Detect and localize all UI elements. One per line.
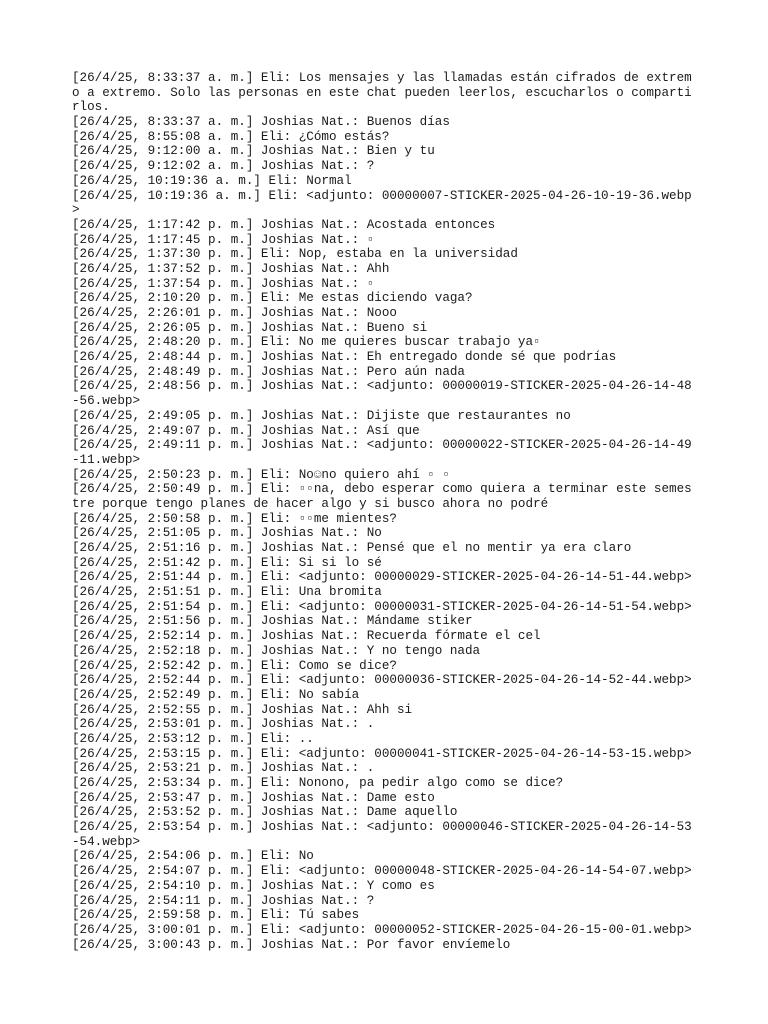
chat-message: [26/4/25, 1:37:30 p. m.] Eli: Nop, estaba en la universidad: [72, 247, 518, 262]
chat-message: [26/4/25, 2:52:44 p. m.] Eli: <adjunto: 00000036-STICKER-2025-04-26-14-52-44.webp>: [72, 673, 692, 688]
chat-message: [26/4/25, 2:53:12 p. m.] Eli: ..: [72, 731, 314, 746]
chat-message: [26/4/25, 2:50:23 p. m.] Eli: No☺no quiero ahí ▫ ▫: [72, 467, 450, 482]
chat-message: [26/4/25, 2:54:07 p. m.] Eli: <adjunto: 00000048-STICKER-2025-04-26-14-54-07.webp>: [72, 864, 692, 879]
chat-message: [26/4/25, 2:50:58 p. m.] Eli: ▫▫me mientes?: [72, 511, 397, 526]
chat-message: [26/4/25, 2:52:49 p. m.] Eli: No sabía: [72, 687, 360, 702]
chat-message: [26/4/25, 3:00:01 p. m.] Eli: <adjunto: 00000052-STICKER-2025-04-26-15-00-01.webp>: [72, 922, 692, 937]
chat-message: [26/4/25, 9:12:02 a. m.] Joshias Nat.: ?: [72, 159, 375, 174]
chat-message: [26/4/25, 1:37:52 p. m.] Joshias Nat.: Ahh: [72, 261, 390, 276]
chat-message: [26/4/25, 2:51:42 p. m.] Eli: Si si lo sé: [72, 555, 382, 570]
chat-message: [26/4/25, 2:53:01 p. m.] Joshias Nat.: .: [72, 717, 375, 732]
chat-message: [26/4/25, 2:26:01 p. m.] Joshias Nat.: Nooo: [72, 306, 397, 320]
chat-message: [26/4/25, 8:55:08 a. m.] Eli: ¿Cómo estás?: [72, 129, 390, 144]
chat-message: [26/4/25, 10:19:36 a. m.] Eli: <adjunto: 00000007-STICKER-2025-04-26-10-19-36.webp>: [72, 188, 692, 218]
chat-message: [26/4/25, 2:52:55 p. m.] Joshias Nat.: Ahh si: [72, 702, 413, 717]
chat-message: [26/4/25, 2:54:10 p. m.] Joshias Nat.: Y como es: [72, 878, 435, 893]
chat-message: [26/4/25, 8:33:37 a. m.] Joshias Nat.: Buenos días: [72, 115, 450, 130]
chat-message: [26/4/25, 2:53:54 p. m.] Joshias Nat.: <adjunto: 00000046-STICKER-2025-04-26-14-53-54.webp>: [72, 820, 692, 849]
chat-message: [26/4/25, 2:54:11 p. m.] Joshias Nat.: ?: [72, 893, 375, 908]
chat-message: [26/4/25, 2:53:52 p. m.] Joshias Nat.: Dame aquello: [72, 805, 458, 820]
chat-message: [26/4/25, 1:37:54 p. m.] Joshias Nat.: ▫: [72, 276, 375, 291]
chat-message: [26/4/25, 2:49:07 p. m.] Joshias Nat.: Así que: [72, 423, 420, 438]
chat-message: [26/4/25, 2:51:54 p. m.] Eli: <adjunto: 00000031-STICKER-2025-04-26-14-51-54.webp>: [72, 599, 692, 614]
chat-message: [26/4/25, 10:19:36 a. m.] Eli: Normal: [72, 173, 352, 188]
chat-message: [26/4/25, 8:33:37 a. m.] Eli: Los mensajes y las llamadas están cifrados de extremo a extremo. Solo las personas en este chat pueden leerlos, escucharlos o compartirlos.: [72, 71, 692, 115]
chat-message: [26/4/25, 2:53:47 p. m.] Joshias Nat.: Dame esto: [72, 790, 435, 805]
chat-message: [26/4/25, 2:50:49 p. m.] Eli: ▫▫na, debo esperar como quiera a terminar este semestre porque tengo planes de hacer algo y si busco ahora no podré: [72, 482, 692, 511]
chat-message: [26/4/25, 2:52:42 p. m.] Eli: Como se dice?: [72, 658, 397, 673]
chat-transcript: [72, 71, 696, 952]
chat-message: [26/4/25, 2:10:20 p. m.] Eli: Me estas diciendo vaga?: [72, 291, 473, 306]
chat-message: [26/4/25, 9:12:00 a. m.] Joshias Nat.: Bien y tu: [72, 144, 435, 159]
chat-message: [26/4/25, 2:53:15 p. m.] Eli: <adjunto: 00000041-STICKER-2025-04-26-14-53-15.webp>: [72, 746, 692, 761]
chat-message: [26/4/25, 2:51:05 p. m.] Joshias Nat.: No: [72, 526, 382, 541]
chat-message: [26/4/25, 3:00:43 p. m.] Joshias Nat.: Por favor envíemelo: [72, 937, 511, 952]
chat-message: [26/4/25, 1:17:42 p. m.] Joshias Nat.: Acostada entonces: [72, 217, 496, 232]
chat-message: [26/4/25, 2:52:18 p. m.] Joshias Nat.: Y no tengo nada: [72, 643, 481, 658]
chat-message: [26/4/25, 2:26:05 p. m.] Joshias Nat.: Bueno si: [72, 320, 428, 335]
chat-message: [26/4/25, 2:48:49 p. m.] Joshias Nat.: Pero aún nada: [72, 364, 465, 379]
chat-message: [26/4/25, 2:59:58 p. m.] Eli: Tú sabes: [72, 908, 360, 923]
chat-message: [26/4/25, 2:48:56 p. m.] Joshias Nat.: <adjunto: 00000019-STICKER-2025-04-26-14-48-56.webp>: [72, 379, 692, 409]
chat-message: [26/4/25, 1:17:45 p. m.] Joshias Nat.: ▫: [72, 232, 375, 247]
chat-message: [26/4/25, 2:51:16 p. m.] Joshias Nat.: Pensé que el no mentir ya era claro: [72, 541, 632, 555]
chat-message: [26/4/25, 2:49:05 p. m.] Joshias Nat.: Dijiste que restaurantes no: [72, 408, 571, 423]
chat-message: [26/4/25, 2:53:21 p. m.] Joshias Nat.: .: [72, 761, 375, 776]
chat-message: [26/4/25, 2:54:06 p. m.] Eli: No: [72, 849, 314, 864]
chat-message: [26/4/25, 2:51:44 p. m.] Eli: <adjunto: 00000029-STICKER-2025-04-26-14-51-44.webp>: [72, 570, 692, 585]
chat-message: [26/4/25, 2:52:14 p. m.] Joshias Nat.: Recuerda fórmate el cel: [72, 629, 541, 644]
chat-message: [26/4/25, 2:51:51 p. m.] Eli: Una bromita: [72, 585, 382, 600]
chat-message: [26/4/25, 2:48:20 p. m.] Eli: No me quieres buscar trabajo ya▫: [72, 335, 541, 350]
chat-message: [26/4/25, 2:49:11 p. m.] Joshias Nat.: <adjunto: 00000022-STICKER-2025-04-26-14-49-11.webp>: [72, 438, 692, 467]
chat-message: [26/4/25, 2:53:34 p. m.] Eli: Nonono, pa pedir algo como se dice?: [72, 776, 564, 790]
chat-message: [26/4/25, 2:51:56 p. m.] Joshias Nat.: Mándame stiker: [72, 614, 473, 629]
chat-message: [26/4/25, 2:48:44 p. m.] Joshias Nat.: Eh entregado donde sé que podrías: [72, 350, 617, 365]
